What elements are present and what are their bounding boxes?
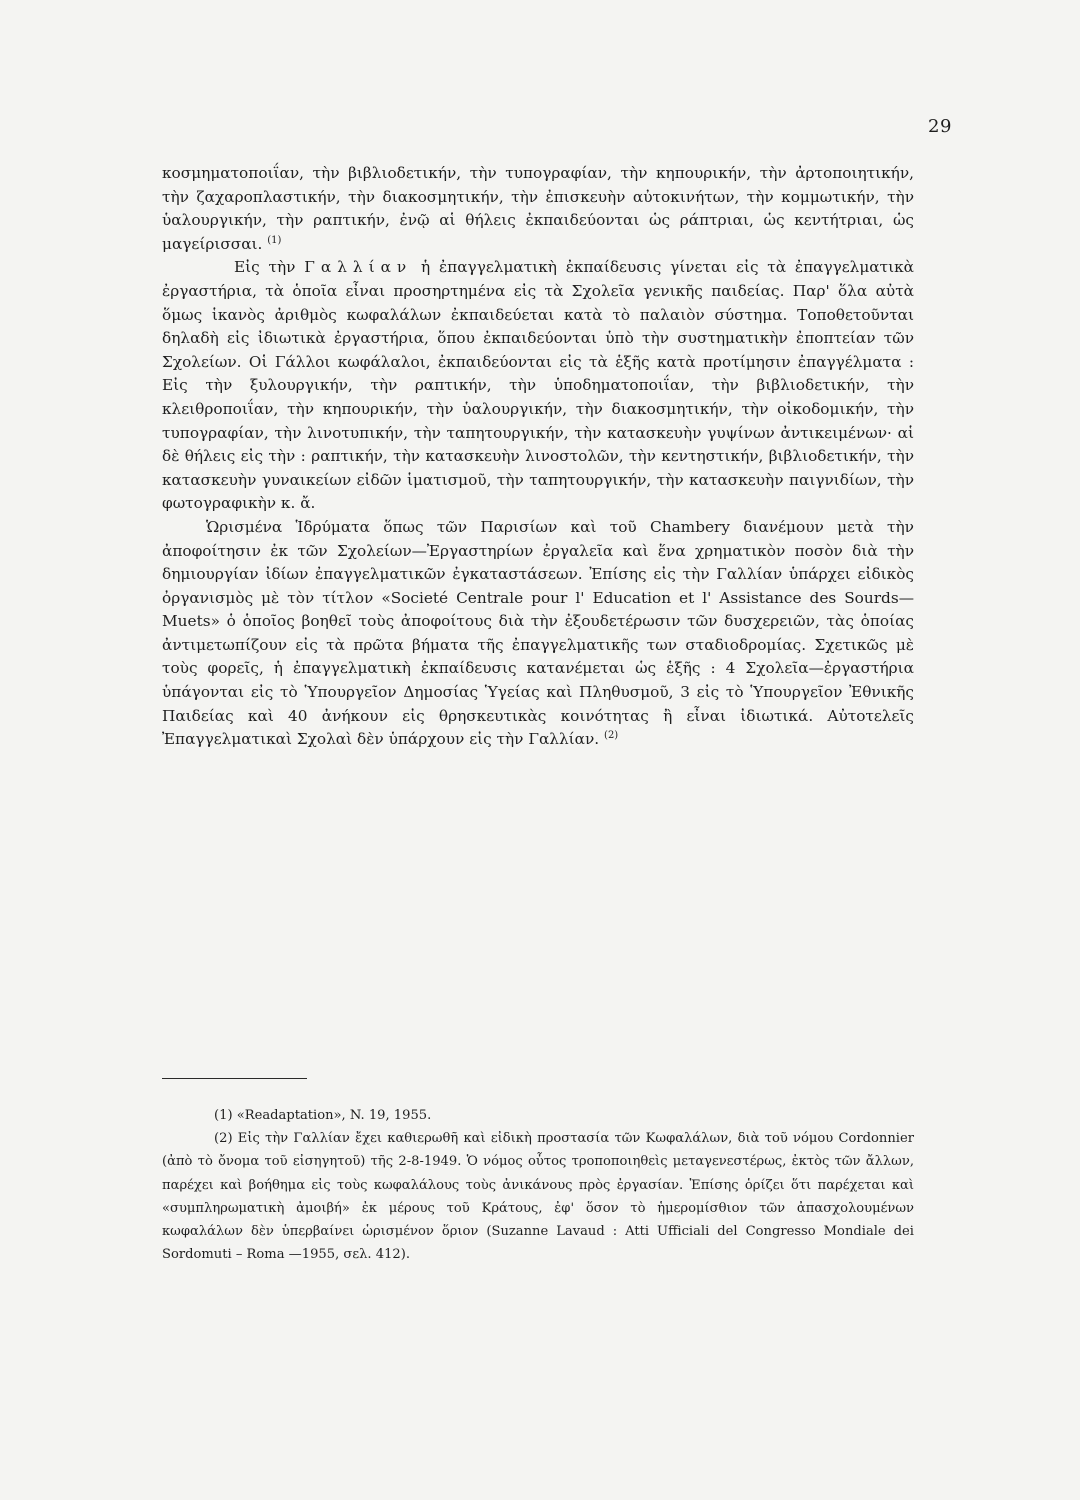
footnote-2: (2) Εἰς τὴν Γαλλίαν ἔχει καθιερωθῆ καὶ εἰδικὴ προστασία τῶν Κωφαλάλων, διὰ τοῦ νόμου Cordonnier (ἀπὸ τὸ ὄνομα τοῦ εἰσηγητοῦ) τῆς 2-8-1949. Ὁ νόμος οὗτος τροποποιηθεὶς μεταγενεστέρως, ἐκτὸς τῶν ἄλλων, παρέχει καὶ βοήθημα εἰς τοὺς κωφαλάλους τοὺς ἀνικάνους πρὸς ἐργασίαν. Ἐπίσης ὁρίζει ὅτι παρέχεται καὶ «συμπληρωματικὴ ἀμοιβή» ἐκ μέρους τοῦ Κράτους, ἐφ' ὅσον τὸ ἡμερομίσθιον τῶν ἀπασχολουμένων κωφαλάλων δὲν ὑπερβαίνει ὡρισμένον ὅριον (Suzanne Lavaud : Atti Ufficiali del Congresso Mondiale dei Sordomuti – Roma —1955, σελ. 412). (162, 1131, 914, 1263)
paragraph-2-text: ἡ ἐπαγγελματικὴ ἐκπαίδευσις γίνεται εἰς τὰ ἐπαγγελματικὰ ἐργαστήρια, τὰ ὁποῖα εἶναι προσηρτημένα εἰς τὰ Σχολεῖα γενικῆς παιδείας. Παρ' ὅλα αὐτὰ ὅμως ἱκανὸς ἀριθμὸς κωφαλάλων ἐκπαιδεύεται κατὰ τὸ παλαιὸν σύστημα. Τοποθετοῦνται δηλαδὴ εἰς ἰδιωτικὰ ἐργαστήρια, ὅπου ἐκπαιδεύονται ὑπὸ τὴν συστηματικὴν ἐποπτείαν τῶν Σχολείων. Οἱ Γάλλοι κωφάλαλοι, ἐκπαιδεύονται εἰς τὰ ἑξῆς κατὰ προτίμησιν ἐπαγγέλματα : Εἰς τὴν ξυλουργικήν, τὴν ραπτικήν, τὴν ὑποδηματοποιΐαν, τὴν βιβλιοδετικήν, τὴν κλειθροποιΐαν, τὴν κηπουρικήν, τὴν ὑαλουργικήν, τὴν διακοσμητικήν, τὴν οἰκοδομικήν, τὴν τυπογραφίαν, τὴν λινοτυπικήν, τὴν ταπητουργικήν, τὴν κατασκευὴν γυψίνων ἀντικειμένων· αἱ δὲ θήλεις εἰς τὴν : ραπτικήν, τὴν κατασκευὴν λινοστολῶν, τὴν κεντηστικήν, βιβλιοδετικήν, τὴν κατασκευὴν γυναικείων εἰδῶν ἱματισμοῦ, τὴν ταπητουργικήν, τὴν κατασκευὴν παιγνιδίων, τὴν φωτογραφικὴν κ. ἄ. (162, 258, 914, 513)
footnote-ref-1: (1) (267, 234, 282, 246)
footnote-ref-2: (2) (604, 730, 619, 742)
footnotes (162, 1104, 914, 1266)
page-number: 29 (928, 116, 952, 137)
paragraph-2 (162, 256, 914, 516)
paragraph-2-lead: Εἰς τὴν (234, 258, 296, 277)
country-name-spaced: Γαλλίαν (304, 258, 413, 277)
paragraph-1 (162, 162, 914, 256)
paragraph-3-text: Ὡρισμένα Ἱδρύματα ὅπως τῶν Παρισίων καὶ τοῦ Chambery διανέμουν μετὰ τὴν ἀποφοίτησιν ἐκ τῶν Σχολείων—Ἐργαστηρίων ἐργαλεῖα καὶ ἕνα χρηματικὸν ποσὸν διὰ τὴν δημιουργίαν ἰδίων ἐπαγγελματικῶν ἐγκαταστάσεων. Ἐπίσης εἰς τὴν Γαλλίαν ὑπάρχει εἰδικὸς ὀργανισμὸς μὲ τὸν τίτλον «Societé Centrale pour l' Education et l' Assistance des Sourds—Muets» ὁ ὁποῖος βοηθεῖ τοὺς ἀποφοίτους διὰ τὴν ἐξουδετέρωσιν τῶν δυσχερειῶν, τὰς ὁποίας ἀντιμετωπίζουν εἰς τὰ πρῶτα βήματα τῆς ἐπαγγελματικῆς των σταδιοδρομίας. Σχετικῶς μὲ τοὺς φορεῖς, ἡ ἐπαγγελματικὴ ἐκπαίδευσις κατανέμεται ὡς ἑξῆς : 4 Σχολεῖα—ἐργαστήρια ὑπάγονται εἰς τὸ Ὑπουργεῖον Δημοσίας Ὑγείας καὶ Πληθυσμοῦ, 3 εἰς τὸ Ὑπουργεῖον Ἐθνικῆς Παιδείας καὶ 40 ἀνήκουν εἰς θρησκευτικὰς κοινότητας ἢ εἶναι ἰδιωτικά. Αὐτοτελεῖς Ἐπαγγελματικαὶ Σχολαὶ δὲν ὑπάρχουν εἰς τὴν Γαλλίαν. (162, 517, 914, 749)
footnote-1: (1) «Readaptation», N. 19, 1955. (214, 1108, 432, 1123)
paragraph-1-text: κοσμηματοποιΐαν, τὴν βιβλιοδετικήν, τὴν τυπογραφίαν, τὴν κηπουρικήν, τὴν ἀρτοποιητικήν, τὴν ζαχαροπλαστικήν, τὴν διακοσμητικήν, τὴν ἐπισκευὴν αὐτοκινήτων, τὴν κομμωτικήν, τὴν ὑαλουργικήν, τὴν ραπτικήν, ἐνῷ αἱ θήλεις ἐκπαιδεύονται ὡς ράπτριαι, ὡς κεντήτριαι, ὡς μαγείρισσαι. (162, 164, 914, 253)
main-text (162, 162, 914, 752)
footnote-divider (162, 1078, 307, 1079)
paragraph-3 (162, 516, 914, 752)
